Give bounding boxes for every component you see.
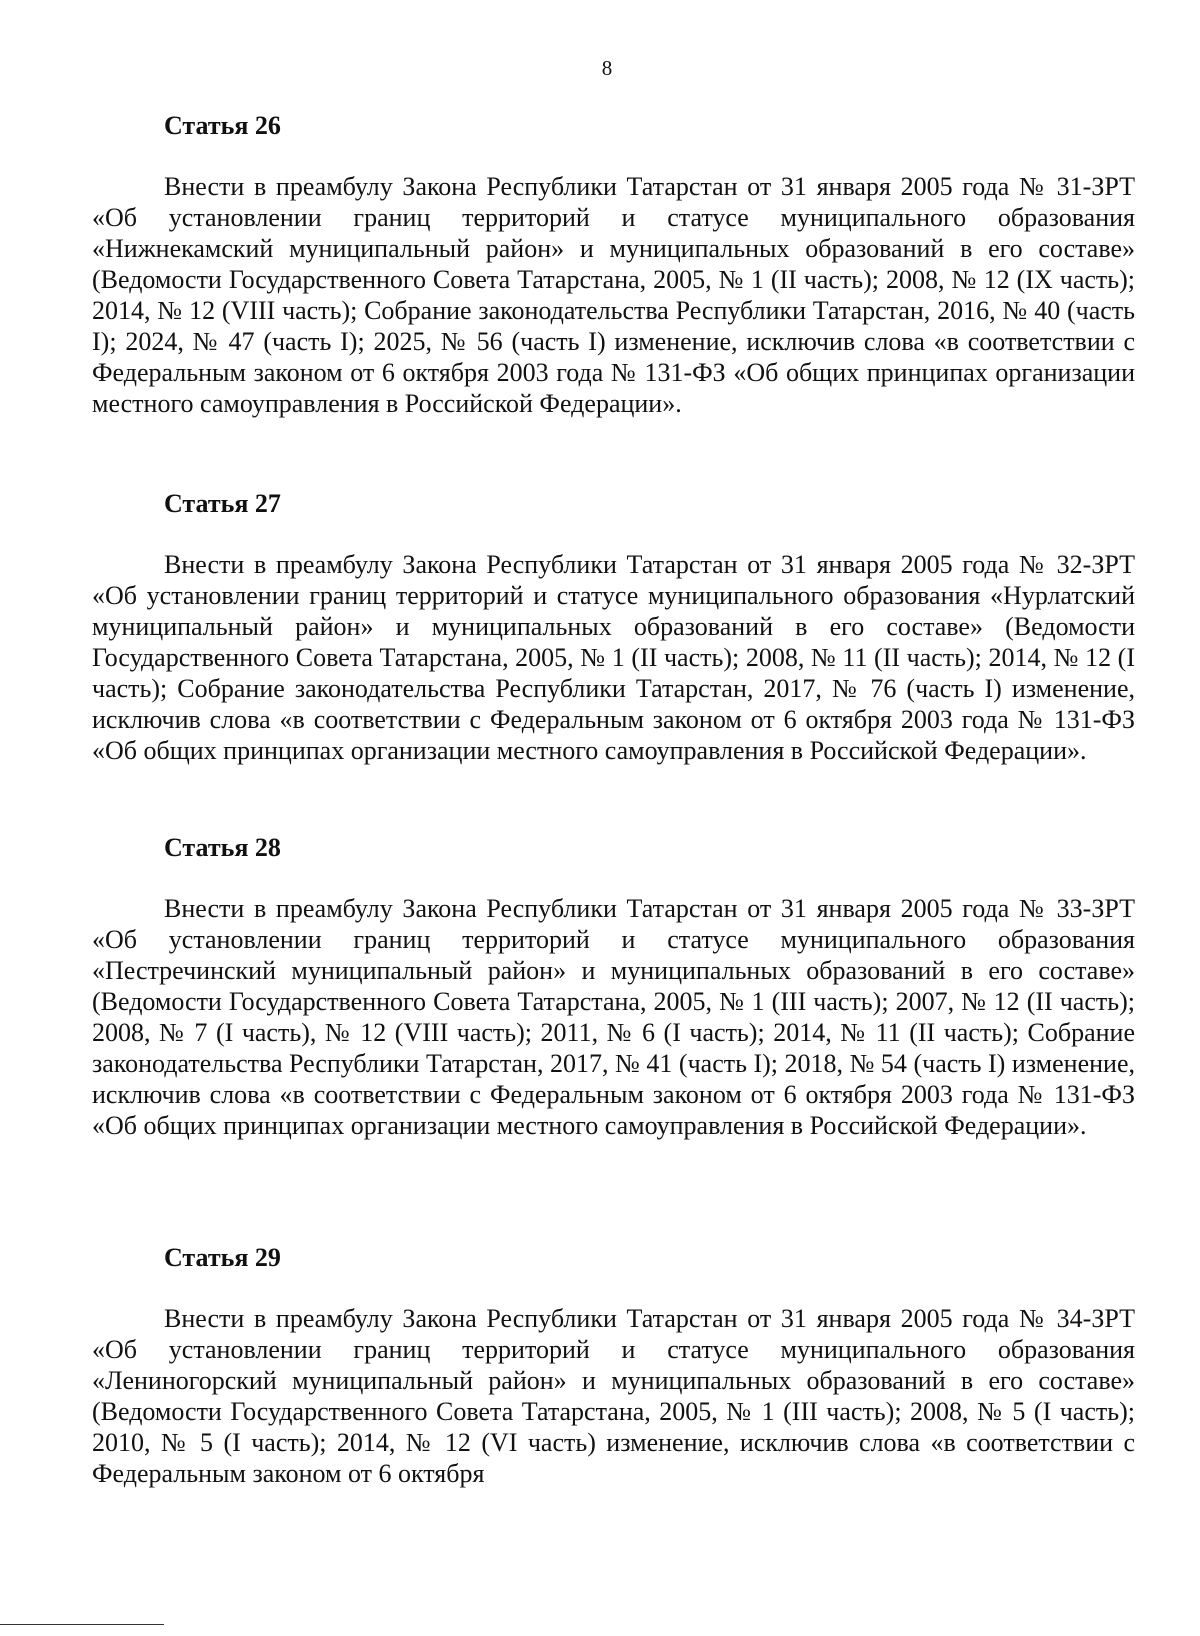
article-28 — [92, 832, 1135, 1141]
article-26-title: Статья 26 — [164, 111, 281, 140]
article-29-title: Статья 29 — [164, 1243, 281, 1272]
article-27 — [92, 488, 1135, 766]
article-27-title: Статья 27 — [164, 489, 281, 518]
article-27-text: Внести в преамбулу Закона Республики Татарстан от 31 января 2005 года № 32-ЗРТ «Об установлении границ территорий и статусе муниципального образования «Нурлатский муниципальный район» и муниципальных образований в его составе» (Ведомости Государственного Совета Татарстана, 2005, № 1 (II часть); 2008, № 11 (II часть); 2014, № 12 (I часть); Собрание законодательства Республики Татарстан, 2017, № 76 (часть I) изменение, исключив слова «в соответствии с Федеральным законом от 6 октября 2003 года № 131-ФЗ «Об общих принципах организации местного самоуправления в Российской Федерации». — [92, 550, 1135, 765]
article-26-text: Внести в преамбулу Закона Республики Татарстан от 31 января 2005 года № 31-ЗРТ «Об установлении границ территорий и статусе муниципального образования «Нижнекамский муниципальный район» и муниципальных образований в его составе» (Ведомости Государственного Совета Татарстана, 2005, № 1 (II часть); 2008, № 12 (IX часть); 2014, № 12 (VIII часть); Собрание законодательства Республики Татарстан, 2016, № 40 (часть I); 2024, № 47 (часть I); 2025, № 56 (часть I) изменение, исключив слова «в соответствии с Федеральным законом от 6 октября 2003 года № 131-ФЗ «Об общих принципах организации местного самоуправления в Российской Федерации». — [92, 172, 1135, 418]
article-26 — [92, 110, 1135, 419]
article-28-title: Статья 28 — [164, 833, 281, 862]
article-28-text: Внести в преамбулу Закона Республики Татарстан от 31 января 2005 года № 33-ЗРТ «Об установлении границ территорий и статусе муниципального образования «Пестречинский муниципальный район» и муниципальных образований в его составе» (Ведомости Государственного Совета Татарстана, 2005, № 1 (III часть); 2007, № 12 (II часть); 2008, № 7 (I часть), № 12 (VIII часть); 2011, № 6 (I часть); 2014, № 11 (II часть); Собрание законодательства Республики Татарстан, 2017, № 41 (часть I); 2018, № 54 (часть I) изменение, исключив слова «в соответствии с Федеральным законом от 6 октября 2003 года № 131-ФЗ «Об общих принципах организации местного самоуправления в Российской Федерации». — [92, 894, 1135, 1140]
page-number: 8 — [601, 56, 613, 80]
article-29-text: Внести в преамбулу Закона Республики Татарстан от 31 января 2005 года № 34-ЗРТ «Об установлении границ территорий и статусе муниципального образования «Лениногорский муниципальный район» и муниципальных образований в его составе» (Ведомости Государственного Совета Татарстана, 2005, № 1 (III часть); 2008, № 5 (I часть); 2010, № 5 (I часть); 2014, № 12 (VI часть) изменение, исключив слова «в соответствии с Федеральным законом от 6 октября — [92, 1304, 1135, 1488]
article-29 — [92, 1242, 1135, 1489]
footer-rule — [0, 1624, 164, 1625]
